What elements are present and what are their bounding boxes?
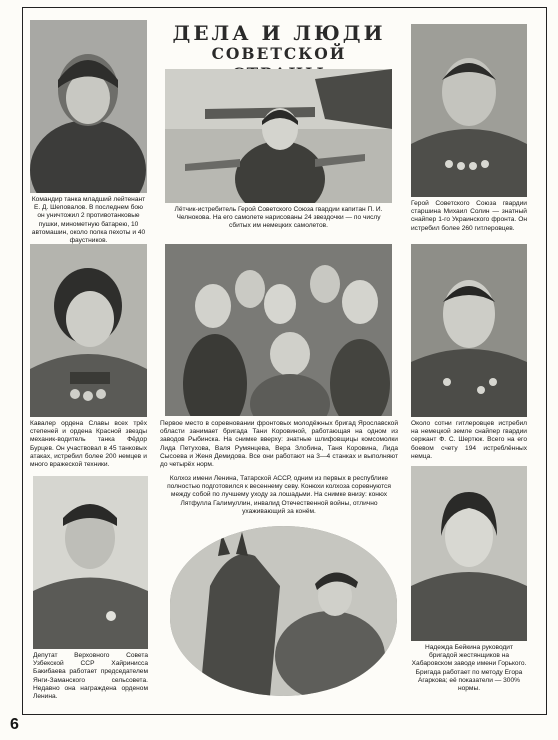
caption-chelnokov: Лётчик-истребитель Герой Советского Союза гвардии капитан П. И. Челнокова. На его самолете нарисованы 24 звездочки — по числу сбитых им немецких самолетов. <box>174 206 383 230</box>
caption-beykina: Надежда Бейкина руководит бригадой жестянщиков на Хабаровском заводе имени Горького. Бригада работает по методу Егора Агаркова; её показатели — 300% нормы. <box>411 644 527 693</box>
title-line-1: ДЕЛА И ЛЮДИ <box>172 21 386 45</box>
caption-shepovalov: Командир танка младший лейтенант Е. Д. Шеповалов. В последнем бою он уничтожил 2 противотанковые пушки, минометную батарею, 10 автомашин, около полка пехоты и 40 фаустников. <box>31 196 146 245</box>
photo-sniper-solin <box>411 24 527 197</box>
photo-brigade-leader <box>411 466 527 641</box>
page-number: 6 <box>10 716 19 733</box>
photo-tank-commander <box>30 20 147 193</box>
photo-tank-driver <box>30 244 147 417</box>
photo-deputy <box>33 476 148 649</box>
photo-horse-groom <box>170 526 397 696</box>
photo-sniper-shertyuk <box>411 244 527 417</box>
caption-brigade: Первое место в соревновании фронтовых молодёжных бригад Ярославской области занимает бригада Тани Коровиной, работающая на одном из заводов Рыбинска. На снимке вверху: знатные шлифовщицы комсомолки Лида Петухова, Валя Румянцева, Вера Злобина, Таня Коровина, Лида Сысоева и Женя Демидова. Все они работают на 3—4 станках и выполняют до четырёх норм. <box>160 420 398 469</box>
caption-solin: Герой Советского Союза гвардии старшина Михаил Солин — знатный снайпер 1-го Украинского фронта. Он истребил более 260 гитлеровцев. <box>411 200 527 232</box>
caption-bakibaeva: Депутат Верховного Совета Узбекской ССР Хайринисса Бакибаева работает председателем Янги-Заманского сельсовета. Недавно она награждена орденом Ленина. <box>33 652 148 701</box>
caption-kolkhoz: Колхоз имени Ленина, Татарской АССР, одним из первых в республике полностью подготовился к весеннему севу. Конюхи колхоза соревнуются между собой по лучшему уходу за лошадьми. На снимке внизу: конюх Лятфулла Галимуллин, инвалид Отечественной войны, отлично ухаживающий за конём. <box>167 475 391 515</box>
caption-shertyuk: Около сотни гитлеровцев истребил на немецкой земле снайпер гвардии сержант Ф. С. Шертюк. Всего на его боевом счету 194 истреблённых немца. <box>411 420 527 460</box>
title-line-2: СОВЕТСКОЙ <box>211 44 347 63</box>
photo-brigade <box>165 244 392 416</box>
caption-burtsev: Кавалер ордена Славы всех трёх степеней и ордена Красной звезды механик-водитель танка Фёдор Бурцев. Он участвовал в 45 танковых атаках, истребил более 200 немцев и много вражеской техники. <box>30 420 147 469</box>
photo-pilot <box>165 69 392 203</box>
